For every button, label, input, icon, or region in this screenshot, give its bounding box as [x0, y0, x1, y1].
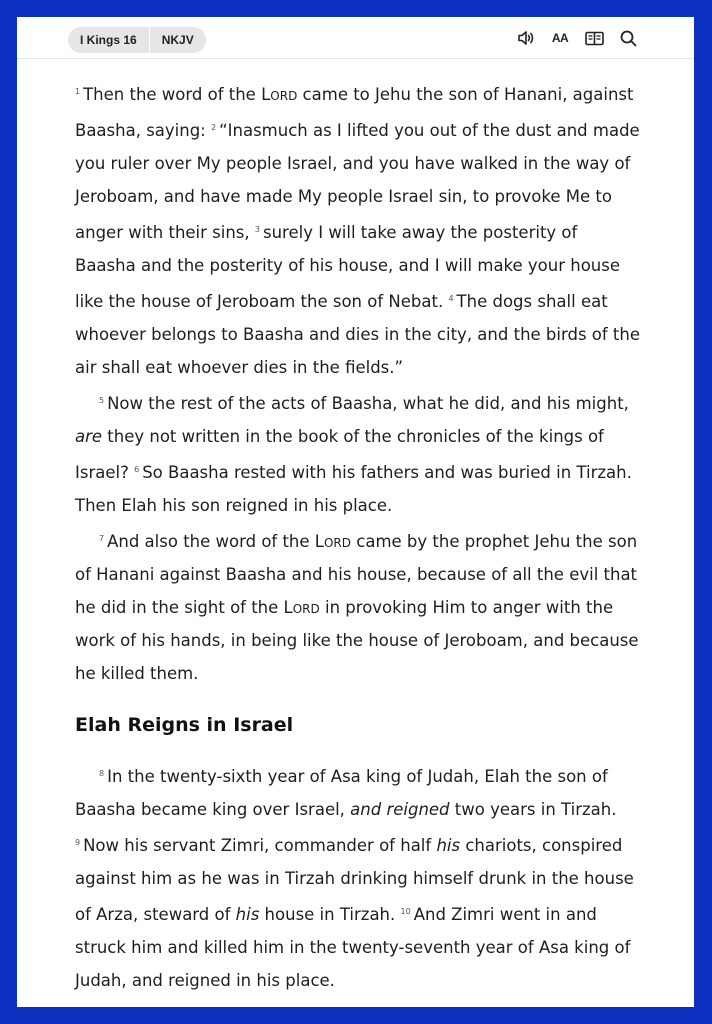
verse-text: Then the word of the: [83, 85, 262, 104]
verse-text: chariots, conspired against him as he was in Tirzah drinking himself drunk in the house of Arza, steward of: [75, 836, 634, 924]
text-size-icon[interactable]: [550, 29, 570, 47]
reader-window: [17, 17, 694, 1007]
verse-number[interactable]: 4: [448, 294, 454, 303]
text-size-label: AA: [551, 31, 569, 45]
verse-number[interactable]: 3: [254, 225, 260, 234]
speaker-icon[interactable]: [516, 29, 536, 47]
italic-text: and reigned: [350, 800, 450, 819]
paragraph-2: [75, 384, 641, 522]
italic-text: are: [75, 427, 103, 446]
verse-text: The dogs shall eat whoever belongs to Baasha and dies in the city, and the birds of the air shall eat whoever dies in the fields.”: [75, 292, 641, 377]
scripture-text: [75, 75, 641, 997]
italic-text: his: [235, 905, 260, 924]
paragraph-4: [75, 757, 641, 997]
verse-text: Now the rest of the acts of Baasha, what he did, and his might,: [107, 394, 629, 413]
toolbar-icons: [516, 29, 638, 47]
book-chapter-button[interactable]: I Kings 16: [80, 33, 137, 47]
lord-small-caps: Lord: [314, 532, 352, 551]
paragraph-1: [75, 75, 641, 384]
section-heading: Elah Reigns in Israel: [75, 714, 294, 736]
italic-text: his: [436, 836, 461, 855]
verse-number[interactable]: 8: [99, 769, 105, 778]
verse-number[interactable]: 6: [134, 465, 140, 474]
verse-text: house in Tirzah.: [259, 905, 401, 924]
verse-number[interactable]: 9: [75, 838, 81, 847]
book-icon[interactable]: [584, 29, 604, 47]
verse-number[interactable]: 10: [400, 907, 411, 916]
lord-small-caps: Lord: [283, 598, 320, 617]
verse-text: in provoking Him to anger with the work of his hands, in being like the house of Jeroboam, and because he killed them.: [75, 598, 639, 683]
verse-text: came to Jehu the son of Hanani, against Baasha, saying:: [75, 85, 634, 140]
lord-small-caps: Lord: [261, 85, 298, 104]
verse-text: Now his servant Zimri, commander of half: [83, 836, 437, 855]
verse-number[interactable]: 1: [75, 87, 81, 96]
verse-text: And also the word of the: [107, 532, 315, 551]
verse-text: they not written in the book of the chronicles of the kings of Israel?: [75, 427, 604, 482]
verse-text: two years in Tirzah.: [449, 800, 617, 819]
top-toolbar: [17, 17, 694, 59]
verse-text: So Baasha rested with his fathers and was buried in Tirzah. Then Elah his son reigned in his place.: [75, 463, 632, 515]
verse-text: surely I will take away the posterity of Baasha and the posterity of his house, and I will make your house like the house of Jeroboam the son of Nebat.: [75, 223, 621, 311]
verse-text: In the twenty-sixth year of Asa king of Judah, Elah the son of Baasha became king over Israel,: [75, 767, 608, 819]
verse-text: And Zimri went in and struck him and killed him in the twenty-seventh year of Asa king of Judah, and reigned in his place.: [75, 905, 631, 990]
verse-text: “Inasmuch as I lifted you out of the dust and made you ruler over My people Israel, and you have walked in the way of Jeroboam, and have made My people Israel sin, to provoke Me to anger with their sins,: [75, 121, 640, 242]
search-icon[interactable]: [618, 29, 638, 47]
verse-text: came by the prophet Jehu the son of Hanani against Baasha and his house, because of all the evil that he did in the sight of the: [75, 532, 638, 617]
paragraph-3: [75, 522, 641, 690]
verse-number[interactable]: 2: [211, 123, 217, 132]
verse-number[interactable]: 7: [99, 534, 105, 543]
passage-selector: [68, 27, 206, 53]
version-button[interactable]: NKJV: [161, 33, 194, 47]
verse-number[interactable]: 5: [99, 396, 105, 405]
